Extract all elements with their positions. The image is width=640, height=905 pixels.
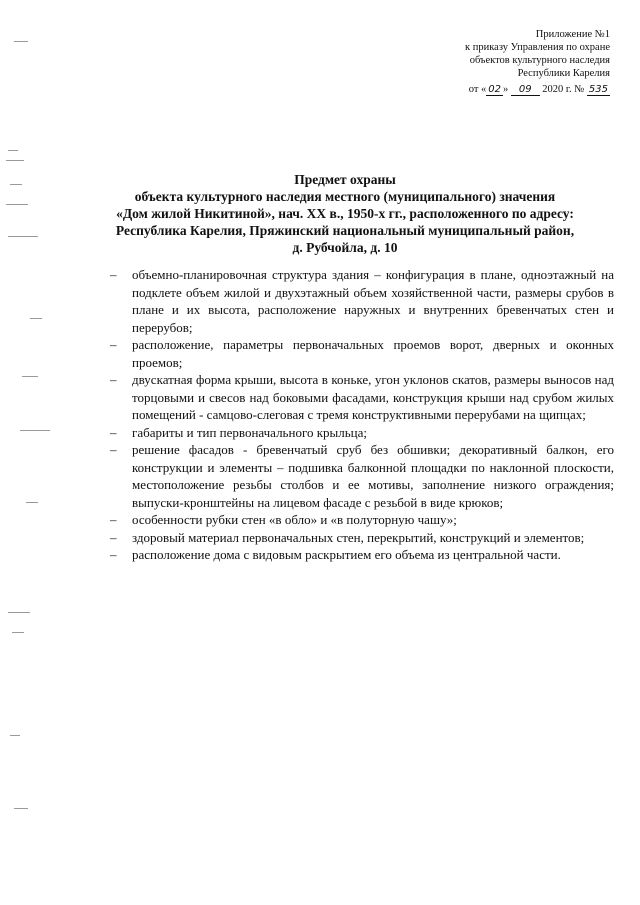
list-bullet: – [110, 512, 117, 527]
appendix-title: Приложение №1 [535, 29, 610, 40]
list-item-text: габариты и тип первоначального крыльца; [132, 424, 368, 440]
date-prefix: от « [468, 84, 487, 95]
date-year: 2020 г. № [542, 84, 585, 95]
order-number-handwritten: 535 [588, 84, 608, 95]
list-item [110, 266, 614, 336]
appendix-order-ref: к приказу Управления по охране [465, 42, 610, 53]
list-item [110, 511, 614, 529]
title-line-2: объекта культурного наследия местного (муниципального) значения [134, 189, 556, 204]
list-item [110, 371, 614, 424]
list-bullet: – [110, 337, 117, 352]
list-item-text: решение фасадов - бревенчатый сруб без обшивки; декоративный балкон, его конструкции и элементы – подшивка балконной площадки по наклонной плоскости, местоположение резьбы столбов и ее мотивы, заполнение низкого ограждения; выпуски-кронштейны на лицевом фасаде с резьбой в виде крюков; [132, 442, 614, 510]
list-bullet: – [110, 442, 117, 457]
title-line-3: «Дом жилой Никитиной», нач. XX в., 1950-х гг., расположенного по адресу: [116, 206, 574, 221]
list-item [110, 336, 614, 371]
date-mid: » [503, 84, 509, 95]
document-title [80, 171, 610, 256]
appendix-region: Республики Карелия [517, 68, 610, 79]
list-item [110, 441, 614, 511]
appendix-header [380, 28, 610, 96]
list-item-text: особенности рубки стен «в обло» и «в полуторную чашу»; [132, 512, 457, 527]
date-day-handwritten: 02 [488, 84, 502, 95]
title-line-1: Предмет охраны [294, 172, 396, 187]
list-bullet: – [110, 267, 117, 282]
appendix-date-line [380, 83, 610, 96]
list-item [110, 424, 614, 442]
title-line-4: Республика Карелия, Пряжинский национальный муниципальный район, [115, 223, 575, 238]
list-item [110, 529, 614, 547]
list-item-text: здоровый материал первоначальных стен, перекрытий, конструкций и элементов; [132, 529, 585, 545]
protection-items-list [110, 266, 614, 564]
title-line-5: д. Рубчойла, д. 10 [292, 240, 398, 255]
list-item-text: расположение дома с видовым раскрытием его объема из центральной части. [132, 547, 561, 562]
appendix-order-ref-cont: объектов культурного наследия [469, 55, 610, 66]
list-bullet: – [110, 547, 117, 562]
list-item-text: двускатная форма крыши, высота в коньке, угон уклонов скатов, размеры выносов над торцовыми и свесов над боковыми фасадами, конструкция крыши над срубом жилых помещений - самцово-слеговая с тремя конструктивными перерубами на щипцах; [132, 372, 614, 422]
list-bullet: – [110, 424, 117, 440]
list-bullet: – [110, 372, 117, 387]
list-item-text: объемно-планировочная структура здания – конфигурация в плане, одноэтажный на подклете объем жилой и двухэтажный объем хозяйственной части, размеры срубов в плане и их высота, расположение наружных и внутренних бревенчатых стен и перерубов; [132, 267, 614, 335]
list-item-text: расположение, параметры первоначальных проемов ворот, дверных и оконных проемов; [132, 337, 614, 370]
date-month-handwritten: 09 [511, 84, 540, 96]
list-bullet: – [110, 529, 117, 545]
list-item [110, 546, 614, 564]
scan-margin-marks [0, 0, 60, 905]
